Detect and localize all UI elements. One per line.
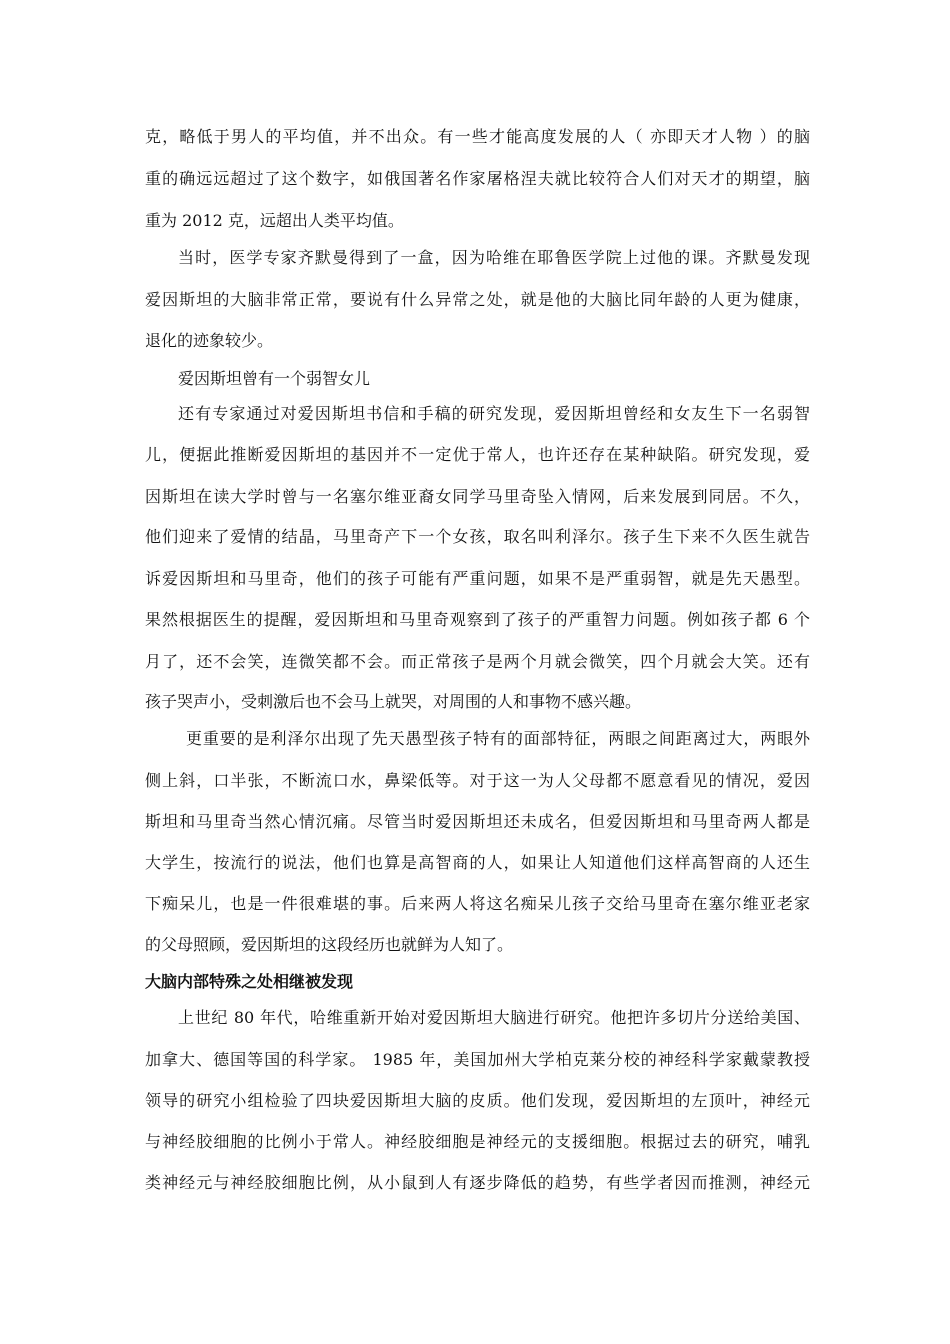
paragraph-line: 儿，便据此推断爱因斯坦的基因并不一定优于常人，也许还存在某种缺陷。研究发现，爱: [145, 445, 810, 464]
paragraph-line: 还有专家通过对爱因斯坦书信和手稿的研究发现，爱因斯坦曾经和女友生下一名弱智: [178, 404, 810, 423]
paragraph-line: 孩子哭声小，受刺激后也不会马上就哭，对周围的人和事物不感兴趣。: [145, 692, 642, 711]
paragraph-line: 重的确远远超过了这个数字，如俄国著名作家屠格涅夫就比较符合人们对天才的期望，脑: [145, 169, 810, 188]
paragraph-line: 下痴呆儿，也是一件很难堪的事。后来两人将这名痴呆儿孩子交给马里奇在塞尔维亚老家: [145, 894, 810, 913]
paragraph-line: 他们迎来了爱情的结晶，马里奇产下一个女孩，取名叫利泽尔。孩子生下来不久医生就告: [145, 527, 810, 546]
paragraph-line: 诉爱因斯坦和马里奇，他们的孩子可能有严重问题，如果不是严重弱智，就是先天愚型。: [145, 569, 810, 588]
paragraph-line: 类神经元与神经胶细胞比例，从小鼠到人有逐步降低的趋势，有些学者因而推测，神经元: [145, 1173, 810, 1192]
paragraph-line: 爱因斯坦的大脑非常正常，要说有什么异常之处，就是他的大脑比同年龄的人更为健康，: [145, 290, 810, 309]
paragraph-line: 领导的研究小组检验了四块爱因斯坦大脑的皮质。他们发现，爱因斯坦的左顶叶，神经元: [145, 1091, 810, 1110]
paragraph-line: 大学生，按流行的说法，他们也算是高智商的人，如果让人知道他们这样高智商的人还生: [145, 853, 810, 872]
paragraph-line: 的父母照顾，爱因斯坦的这段经历也就鲜为人知了。: [145, 935, 514, 954]
paragraph-line: 侧上斜，口半张，不断流口水，鼻梁低等。对于这一为人父母都不愿意看见的情况，爱因: [145, 771, 810, 790]
paragraph-line: 斯坦和马里奇当然心情沉痛。尽管当时爱因斯坦还未成名，但爱因斯坦和马里奇两人都是: [145, 812, 810, 831]
paragraph-line: 退化的迹象较少。: [145, 331, 274, 350]
paragraph-line: 上世纪 80 年代，哈维重新开始对爱因斯坦大脑进行研究。他把许多切片分送给美国、: [178, 1008, 810, 1027]
subheading: 爱因斯坦曾有一个弱智女儿: [178, 369, 371, 388]
paragraph-line: 加拿大、德国等国的科学家。 1985 年，美国加州大学柏克莱分校的神经科学家戴蒙教授: [145, 1050, 810, 1069]
section-heading: 大脑内部特殊之处相继被发现: [145, 972, 354, 991]
paragraph-line: 重为 2012 克，远超出人类平均值。: [145, 211, 404, 230]
paragraph-line: 月了，还不会笑，连微笑都不会。而正常孩子是两个月就会微笑，四个月就会大笑。还有: [145, 652, 810, 671]
paragraph-line: 当时，医学专家齐默曼得到了一盒，因为哈维在耶鲁医学院上过他的课。齐默曼发现: [178, 248, 810, 267]
paragraph-line: 果然根据医生的提醒，爱因斯坦和马里奇观察到了孩子的严重智力问题。例如孩子都 6 个: [145, 610, 810, 629]
paragraph-line: 因斯坦在读大学时曾与一名塞尔维亚裔女同学马里奇坠入情网，后来发展到同居。不久，: [145, 487, 810, 506]
paragraph-line: 更重要的是利泽尔出现了先天愚型孩子特有的面部特征，两眼之间距离过大，两眼外: [186, 729, 810, 748]
paragraph-line: 与神经胶细胞的比例小于常人。神经胶细胞是神经元的支援细胞。根据过去的研究，哺乳: [145, 1132, 810, 1151]
paragraph-line: 克，略低于男人的平均值，并不出众。有一些才能高度发展的人（ 亦即天才人物 ）的脑: [145, 127, 810, 146]
